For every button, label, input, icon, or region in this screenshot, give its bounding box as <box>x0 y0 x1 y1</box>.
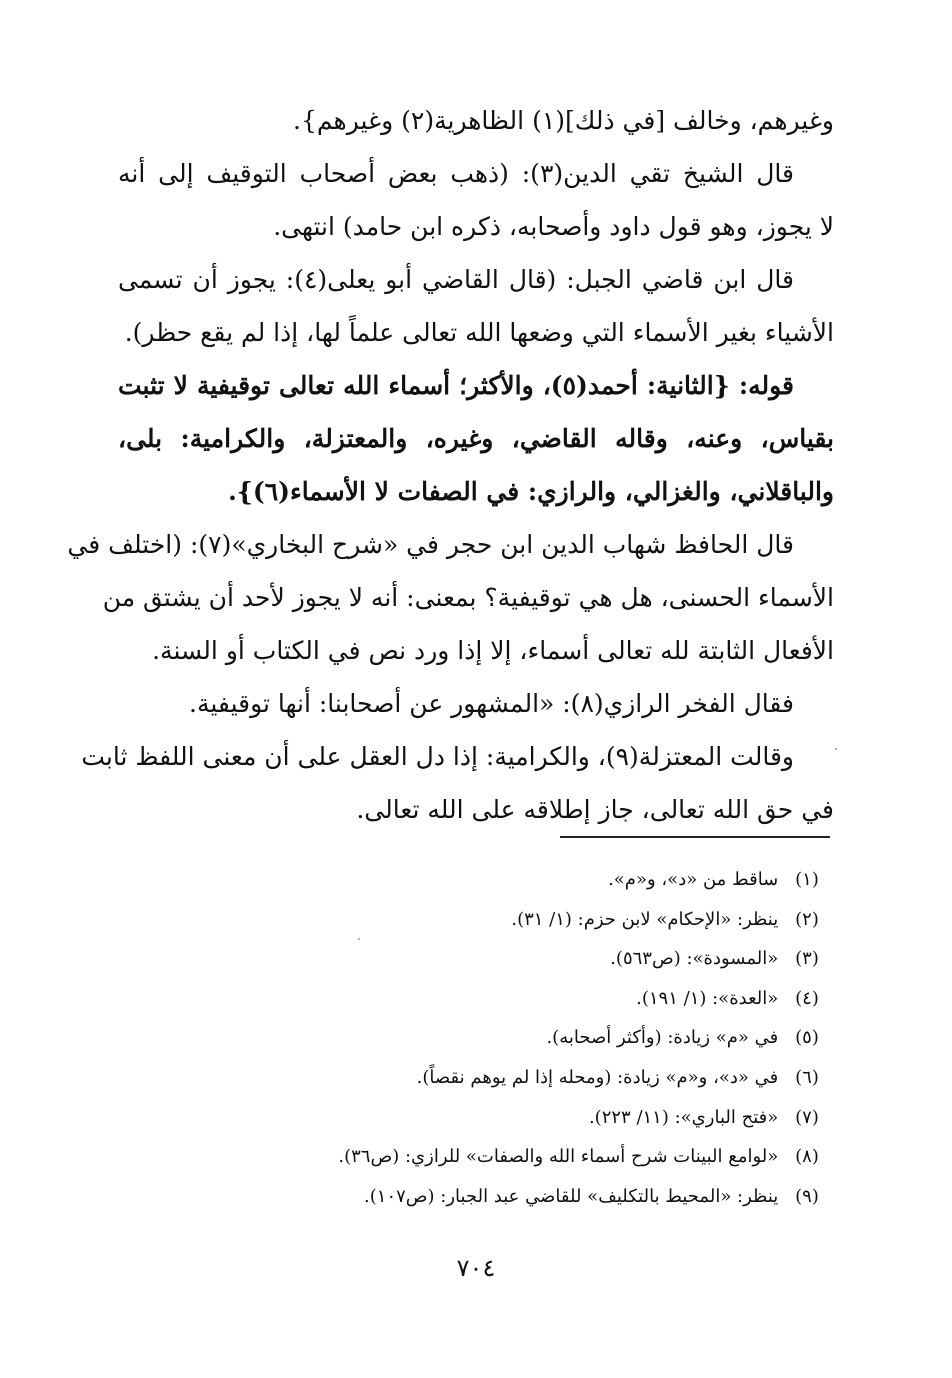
text-line: قوله: {الثانية: أحمد(٥)، والأكثر؛ أسماء الله تعالى توقيفية لا تثبت <box>118 371 794 400</box>
text-line: قال الشيخ تقي الدين(٣): (ذهب بعض أصحاب التوقيف إلى أنه <box>118 159 794 188</box>
footnote-number: (٥) <box>795 1027 819 1049</box>
text-line: والباقلاني، والغزالي، والرازي: في الصفات لا الأسماء(٦)}. <box>228 477 834 506</box>
footnote-number: (١) <box>795 869 819 890</box>
footnote <box>200 1098 830 1138</box>
page-number: ٧٠٤ <box>456 1254 496 1282</box>
scan-speck <box>358 938 360 940</box>
text-line: الأفعال الثابتة لله تعالى أسماء، إلا إذا ورد نص في الكتاب أو السنة. <box>152 636 834 665</box>
footnote <box>200 939 830 979</box>
footnote-text: «العدة»: (١/ ١٩١). <box>636 987 779 1009</box>
footnote <box>200 1018 830 1058</box>
footnote-text: في «م» زيادة: (وأكثر أصحابه). <box>546 1027 779 1049</box>
footnote <box>200 1058 830 1098</box>
footnote-separator <box>560 836 830 838</box>
text-line: وغيرهم، وخالف [في ذلك](١) الظاهرية(٢) وغيرهم}. <box>293 106 834 135</box>
footnote-number: (٩) <box>795 1185 819 1207</box>
footnote <box>200 979 830 1019</box>
footnote <box>200 1137 830 1177</box>
text-line: قال الحافظ شهاب الدين ابن حجر في «شرح البخاري»(٧): (اختلف في <box>67 530 794 559</box>
main-text <box>67 94 834 836</box>
text-line: قال ابن قاضي الجبل: (قال القاضي أبو يعلى(٤): يجوز أن تسمى <box>118 265 794 294</box>
text-line: بقياس، وعنه، وقاله القاضي، وغيره، والمعتزلة، والكرامية: بلى، <box>118 424 834 453</box>
footnote-number: (٦) <box>795 1066 819 1088</box>
text-line: الأشياء بغير الأسماء التي وضعها الله تعالى علماً لها، إذا لم يقع حظر). <box>124 318 834 347</box>
footnote-text: ساقط من «د»، و«م». <box>608 869 779 890</box>
scan-speck <box>835 748 837 750</box>
footnote <box>200 900 830 940</box>
footnote-text: «فتح الباري»: (١١/ ٢٢٣). <box>588 1106 779 1128</box>
text-line: لا يجوز، وهو قول داود وأصحابه، ذكره ابن حامد) انتهى. <box>273 212 834 241</box>
text-line: في حق الله تعالى، جاز إطلاقه على الله تعالى. <box>356 795 834 824</box>
footnote-text: «المسودة»: (ص٥٦٣). <box>610 948 779 970</box>
footnote-text: ينظر: «المحيط بالتكليف» للقاضي عبد الجبار: (ص١٠٧). <box>364 1185 779 1207</box>
footnote <box>200 1177 830 1217</box>
footnote-number: (٧) <box>795 1106 819 1128</box>
footnote-text: ينظر: «الإحكام» لابن حزم: (١/ ٣١). <box>511 908 779 930</box>
footnote-number: (٨) <box>795 1146 819 1168</box>
footnote-number: (٤) <box>795 987 819 1009</box>
footnotes <box>200 860 830 1216</box>
footnote-text: «لوامع البينات شرح أسماء الله والصفات» للرازي: (ص٣٦). <box>338 1146 779 1168</box>
text-line: الأسماء الحسنى، هل هي توقيفية؟ بمعنى: أنه لا يجوز لأحد أن يشتق من <box>102 583 834 612</box>
footnote-text: في «د»، و«م» زيادة: (ومحله إذا لم يوهم نقصاً). <box>416 1066 779 1088</box>
footnote-number: (٢) <box>795 908 819 930</box>
footnote <box>200 860 830 900</box>
text-line: وقالت المعتزلة(٩)، والكرامية: إذا دل العقل على أن معنى اللفظ ثابت <box>81 742 794 771</box>
footnote-number: (٣) <box>795 948 819 970</box>
text-line: فقال الفخر الرازي(٨): «المشهور عن أصحابنا: أنها توقيفية. <box>189 689 794 718</box>
